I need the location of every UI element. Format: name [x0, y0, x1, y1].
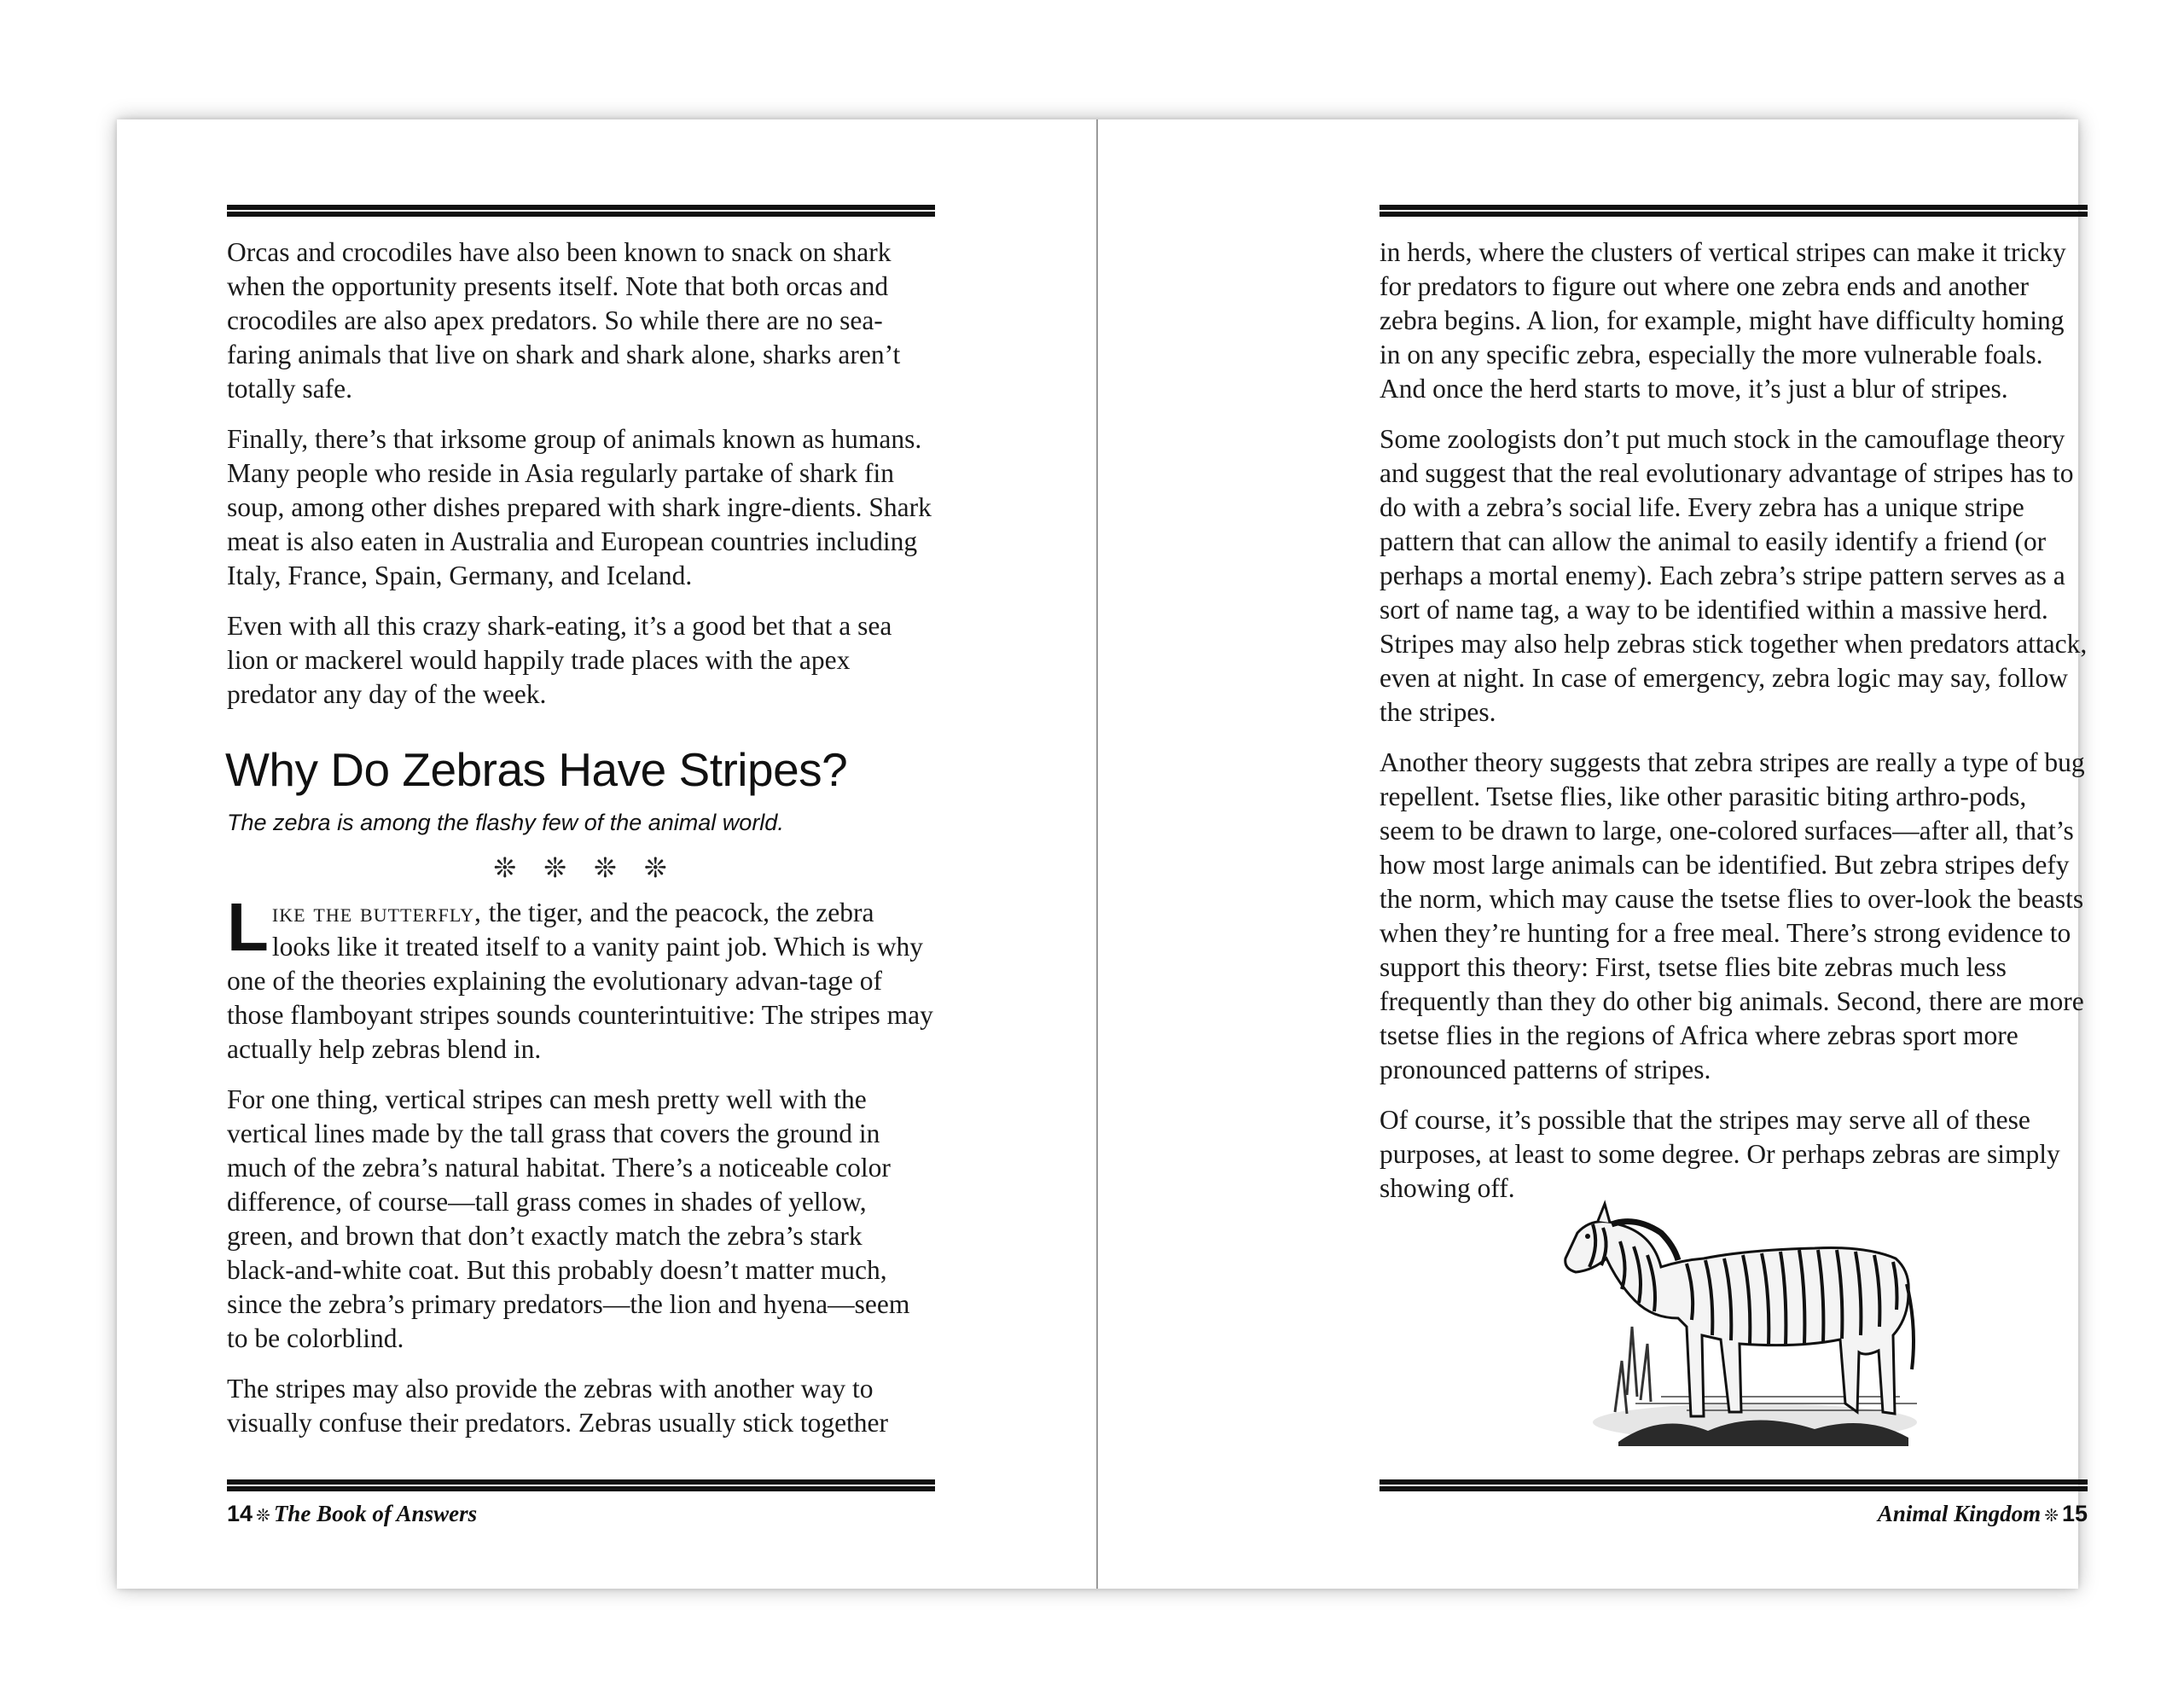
bottom-rule: [1380, 1479, 2088, 1491]
paragraph: Finally, there’s that irksome group of animals known as humans. Many people who reside in Asia regularly partake of shark fin soup, among other dishes prepared with shark ingre-dients. Shark meat is also eaten in Australia and European countries including Italy, France, Spain, Germany, and Iceland.: [227, 424, 932, 590]
paragraph: The stripes may also provide the zebras with another way to visually confuse their predators. Zebras usually stick together: [227, 1374, 889, 1438]
paragraph: Even with all this crazy shark-eating, it’s a good bet that a sea lion or mackerel would happily trade places with the apex predator any day of the week.: [227, 611, 892, 709]
paragraph: Another theory suggests that zebra stripes are really a type of bug repellent. Tsetse flies, like other parasitic biting arthro-pods, seem to be drawn to large, one-colored surfaces—after all, that’s how most large animals can be identified. But zebra stripes defy the norm, which may cause the tsetse flies to over-look the beasts when they’re hunting for a free meal. There’s strong evidence to support this theory: First, tsetse flies bite zebras much less frequently than they do other big animals. Second, there are more tsetse flies in the regions of Africa where zebras sport more pronounced patterns of stripes.: [1380, 747, 2085, 1084]
page-number: 15: [2061, 1501, 2088, 1526]
first-paragraph-text: the tiger, and the peacock, the zebra looks like it treated itself to a vanity paint job. Which is why one of the theories explaining the evolutionary advan-tage of those flamboyant stripes sounds counterintuitive: The stripes may actually help zebras blend in.: [227, 898, 933, 1064]
section-subheading: The zebra is among the flashy few of the animal world.: [227, 810, 784, 835]
paragraph: Some zoologists don’t put much stock in the camouflage theory and suggest that the real evolutionary advantage of stripes has to do with a zebra’s social life. Every zebra has a unique stripe pattern that can allow the animal to easily identify a friend (or perhaps a mortal enemy). Each zebra’s stripe pattern serves as a sort of name tag, a way to be identified within a massive herd. Stripes may also help zebras stick together when predators attack, even at night. In case of emergency, zebra logic may say, follow the stripes.: [1380, 424, 2088, 727]
paragraph: Orcas and crocodiles have also been known to snack on shark when the opportunity presents itself. Note that both orcas and crocodiles are also apex predators. So while there are no sea-faring animals that live on shark and shark alone, sharks aren’t totally safe.: [227, 237, 901, 404]
left-footer: [227, 1496, 477, 1532]
zebra-illustration: [1559, 1199, 1934, 1448]
section-heading: Why Do Zebras Have Stripes?: [225, 743, 848, 796]
book-spread: [117, 119, 2088, 1589]
right-page-body: [1380, 235, 2088, 1222]
top-rule: [1380, 205, 2088, 217]
left-page-body: [227, 235, 935, 1456]
ornament-divider: ❊❊❊❊: [493, 851, 694, 884]
first-paragraph: [227, 889, 935, 1066]
right-page: [1098, 119, 2088, 1589]
zebra-icon: [1559, 1199, 1934, 1448]
drop-cap: L: [227, 889, 269, 965]
page-number: 14: [227, 1501, 253, 1526]
paragraph: Of course, it’s possible that the stripes may serve all of these purposes, at least to some degree. Or perhaps zebras are simply showing off.: [1380, 1105, 2060, 1203]
bottom-rule: [227, 1479, 935, 1491]
left-page: [117, 119, 1096, 1589]
smallcaps-lead: ike the butterfly,: [271, 898, 482, 927]
asterisk-icon: ❊: [2044, 1505, 2059, 1526]
paragraph: For one thing, vertical stripes can mesh pretty well with the vertical lines made by the tall grass that covers the ground in much of the zebra’s natural habitat. There’s a noticeable color difference, of course—tall grass comes in shades of yellow, green, and brown that don’t exactly match the zebra’s stark black-and-white coat. But this probably doesn’t matter much, since the zebra’s primary predators—the lion and hyena—seem to be colorblind.: [227, 1084, 910, 1353]
chapter-title: Animal Kingdom: [1877, 1501, 2042, 1526]
asterisk-icon: ❊: [256, 1505, 270, 1526]
top-rule: [227, 205, 935, 217]
right-footer: [1380, 1496, 2088, 1532]
book-title: The Book of Answers: [273, 1501, 478, 1526]
paragraph: in herds, where the clusters of vertical stripes can make it tricky for predators to figure out where one zebra ends and another zebra begins. A lion, for example, might have difficulty homing in on any specific zebra, especially the more vulnerable foals. And once the herd starts to move, it’s just a blur of stripes.: [1380, 237, 2066, 404]
